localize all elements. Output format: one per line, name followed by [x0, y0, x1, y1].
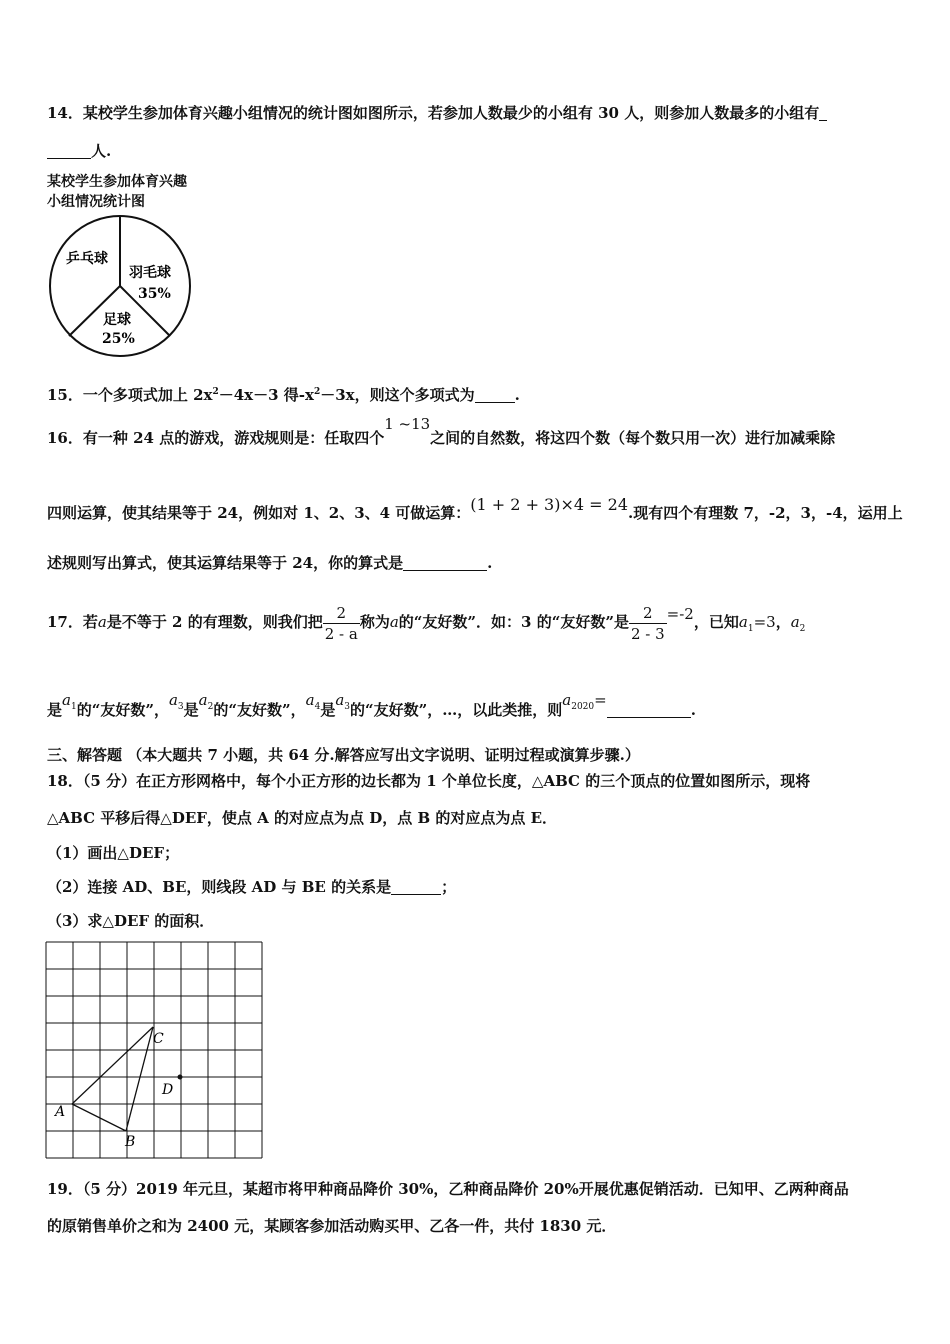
q17-var-a: a	[97, 613, 107, 631]
q16-range: 1 ~13	[384, 415, 431, 433]
q17-text-e: ，已知	[693, 613, 739, 631]
label-d: D	[162, 1082, 174, 1098]
q16-answer-blank	[403, 554, 487, 571]
pie-chart	[46, 212, 196, 362]
pie-chart-title	[47, 172, 187, 212]
q19-line1: 19．（5 分）2019 年元旦，某超市将甲种商品降价 30%，乙种商品降价 20%开展优惠促销活动．已知甲、乙两种商品	[47, 1180, 849, 1198]
q17-a2-b: a	[198, 691, 208, 709]
q17-a3-b-sub: 3	[344, 702, 351, 712]
q16-end: .	[487, 554, 493, 572]
q17-a2020-sub: 2020	[571, 702, 595, 712]
q17-a3-sub: 3	[177, 702, 184, 712]
q15-sup-2: 2	[313, 387, 321, 397]
q16-text-b: 之间的自然数，将这四个数（每个数只用一次）进行加减乘除	[430, 429, 836, 447]
pie-value-badminton: 35%	[138, 286, 171, 302]
q16-text-a: 16．有一种 24 点的游戏，游戏规则是：任取四个	[47, 429, 385, 447]
q17-a1-b-sub: 1	[70, 702, 77, 712]
q17-a3-b: a	[335, 691, 345, 709]
q14-line2	[47, 141, 111, 161]
q17-l2-a: 是	[47, 701, 63, 719]
q16-example-equation: (1 + 2 + 3)×4 = 24	[470, 495, 628, 514]
pie-title-line2: 小组情况统计图	[47, 194, 145, 210]
q17-fraction	[323, 603, 360, 644]
q17-example-fraction	[629, 603, 667, 644]
label-b: B	[125, 1134, 136, 1150]
q17-text-d: 的“友好数”．如：3 的“友好数”是	[398, 613, 629, 631]
q17-eq: =	[594, 691, 607, 709]
q17-a1: a	[738, 613, 748, 631]
q18-part2-text: （2）连接 AD、BE，则线段 AD 与 BE 的关系是	[47, 878, 392, 896]
q16-line2	[47, 495, 903, 523]
q17-shi-2: 是	[320, 701, 336, 719]
q15-text-a: 15．一个多项式加上 2x	[47, 386, 213, 404]
q17-ex-num: 2	[643, 603, 653, 622]
q17-example-result: =-2	[666, 605, 694, 623]
square-grid-figure	[45, 941, 265, 1161]
q16-text-c: 四则运算，使其结果等于 24，例如对 1、2、3、4 可做运算：	[47, 504, 471, 522]
pie-title-line1: 某校学生参加体育兴趣	[47, 174, 187, 190]
q17-a2-sub: 2	[799, 624, 806, 634]
q17-text-b: 是不等于 2 的有理数，则我们把	[106, 613, 323, 631]
pie-divider-left	[69, 286, 120, 336]
section3-heading: 三、解答题 （本大题共 7 小题，共 64 分.解答应写出文字说明、证明过程或演算步骤.）	[47, 746, 640, 764]
q18-line2: △ABC 平移后得△DEF，使点 A 的对应点为点 D，点 B 的对应点为点 E．	[47, 809, 558, 827]
pie-label-football: 足球	[103, 312, 131, 328]
q15-text-c: －3x，则这个多项式为	[320, 386, 475, 404]
q14-line1	[47, 103, 827, 123]
q17-frac-num: 2	[336, 603, 347, 622]
q16-line3	[47, 553, 492, 573]
q14-unit: 人.	[91, 142, 112, 160]
q14-text: 14．某校学生参加体育兴趣小组情况的统计图如图所示，若参加人数最少的小组有 30 人，则参加人数最多的小组有	[47, 104, 820, 122]
q18-part3: （3）求△DEF 的面积．	[47, 912, 215, 930]
q17-a2: a	[790, 613, 800, 631]
q17-text-c: 称为	[359, 613, 390, 631]
segment-ac	[72, 1027, 153, 1104]
q15-text-b: －4x－3 得-x	[218, 386, 314, 404]
q18-line1: 18．（5 分）在正方形网格中，每个小正方形的边长都为 1 个单位长度，△ABC 的三个顶点的位置如图所示，现将	[47, 772, 811, 790]
q15-line	[47, 382, 520, 405]
q18-part1: （1）画出△DEF；	[47, 844, 180, 862]
label-c: C	[153, 1031, 164, 1047]
q17-frac-den: 2 - a	[324, 624, 358, 643]
q17-a1-b: a	[62, 691, 71, 709]
pie-label-pingpong: 乒乓球	[66, 251, 108, 267]
q15-answer-blank	[475, 386, 515, 403]
q17-l2-b: 的“友好数”，	[76, 701, 169, 719]
q18-part2	[47, 877, 456, 897]
q16-line1	[47, 415, 836, 448]
q17-text-a: 17．若	[47, 613, 98, 631]
q14-blank-part	[819, 104, 827, 121]
pie-label-badminton: 羽毛球	[129, 265, 171, 281]
q16-text-e: 述规则写出算式，使其运算结果等于 24，你的算式是	[47, 554, 404, 572]
pie-value-football: 25%	[102, 331, 135, 347]
q17-end: .	[690, 701, 696, 719]
q15-sup-1: 2	[212, 387, 219, 397]
q17-ex-den: 2 - 3	[630, 624, 665, 643]
q18-answer-blank	[391, 878, 441, 895]
q17-a4: a	[305, 691, 315, 709]
q17-var-a2: a	[389, 613, 399, 631]
q17-a1-val: =3	[753, 613, 776, 631]
grid-lines	[46, 942, 262, 1158]
q17-answer-blank	[607, 701, 691, 718]
q17-a3: a	[168, 691, 178, 709]
point-d	[178, 1075, 183, 1080]
q17-a4-sub: 4	[314, 702, 321, 712]
q17-line2	[47, 691, 696, 727]
q17-l2-d: 的“友好数”，…，以此类推，则	[350, 701, 563, 719]
q17-comma: ，	[775, 613, 791, 631]
label-a: A	[55, 1104, 66, 1120]
q17-line1	[47, 600, 805, 651]
q15-end: .	[514, 386, 520, 404]
q16-text-d: .现有四个有理数 7，-2，3，-4，运用上	[628, 504, 903, 522]
q18-part2-end: ；	[441, 878, 457, 896]
q17-shi-1: 是	[183, 701, 199, 719]
q17-a2-b-sub: 2	[207, 702, 214, 712]
segment-bc	[126, 1027, 153, 1131]
segment-ab	[72, 1104, 126, 1131]
q17-a2020: a	[562, 691, 572, 709]
q19-line2: 的原销售单价之和为 2400 元，某顾客参加活动购买甲、乙各一件，共付 1830 元．	[47, 1217, 617, 1235]
q17-a1-sub: 1	[747, 624, 754, 634]
q14-answer-blank	[47, 142, 91, 159]
q17-l2-c: 的“友好数”，	[213, 701, 306, 719]
